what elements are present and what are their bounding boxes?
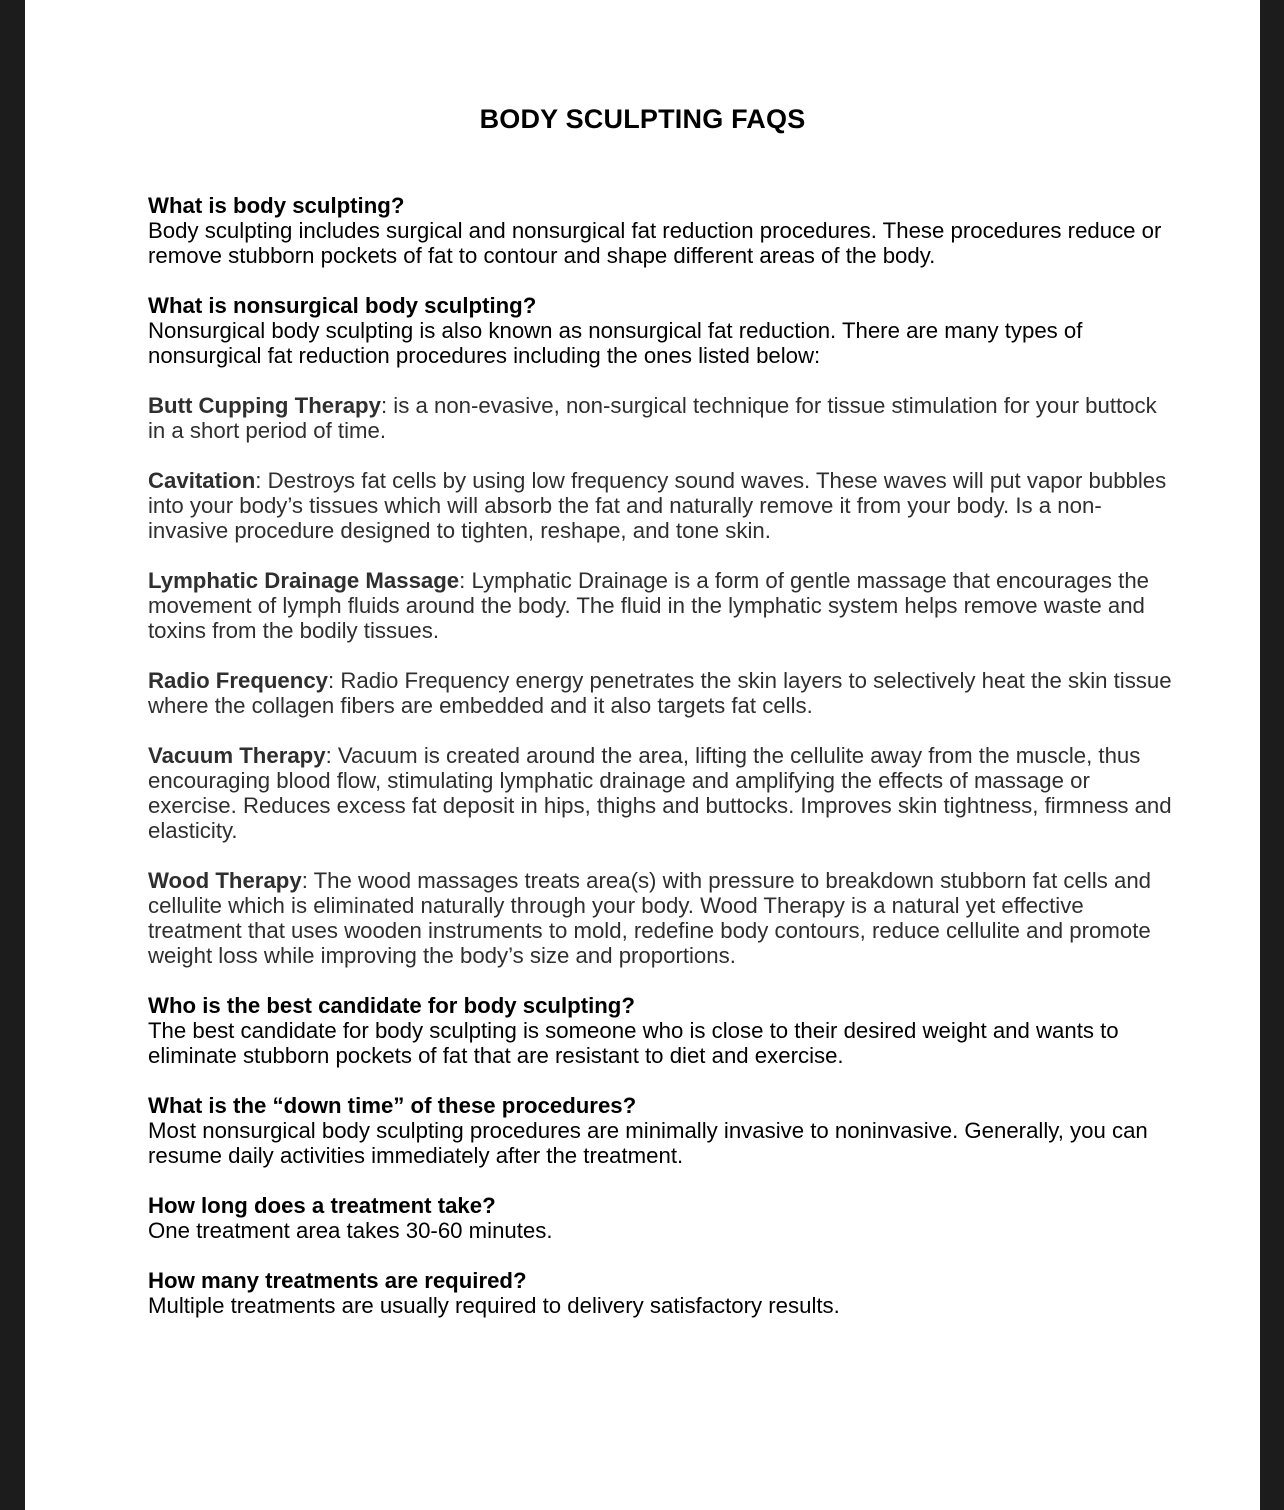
document-page	[25, 0, 1260, 1510]
faq-answer: Most nonsurgical body sculpting procedures are minimally invasive to noninvasive. Generally, you can resume daily activities immediately after the treatment.	[148, 1118, 1148, 1168]
treatment-description: : Lymphatic Drainage is a form of gentle massage that encourages the movement of lymph fluids around the body. The fluid in the lymphatic system helps remove waste and toxins from the bodily tissues.	[148, 568, 1149, 643]
treatment-cavitation	[148, 468, 1178, 543]
treatment-description: : Radio Frequency energy penetrates the skin layers to selectively heat the skin tissue where the collagen fibers are embedded and it also targets fat cells.	[148, 668, 1172, 718]
faq-question: How long does a treatment take?	[148, 1193, 496, 1218]
treatment-description: : is a non-evasive, non-surgical technique for tissue stimulation for your buttock in a short period of time.	[148, 393, 1157, 443]
faq-item-treatment-length	[148, 1193, 1178, 1243]
treatment-description: : Vacuum is created around the area, lifting the cellulite away from the muscle, thus encouraging blood flow, stimulating lymphatic drainage and amplifying the effects of massage or exercise. Reduces excess fat deposit in hips, thighs and buttocks. Improves skin tightness, firmness and elasticity.	[148, 743, 1172, 843]
faq-question: What is nonsurgical body sculpting?	[148, 293, 537, 318]
page-title: BODY SCULPTING FAQS	[479, 104, 806, 134]
faq-question: How many treatments are required?	[148, 1268, 527, 1293]
faq-item-best-candidate	[148, 993, 1178, 1068]
faq-answer: One treatment area takes 30-60 minutes.	[148, 1218, 553, 1243]
faq-question: What is the “down time” of these procedures?	[148, 1093, 637, 1118]
faq-answer: Body sculpting includes surgical and nonsurgical fat reduction procedures. These procedures reduce or remove stubborn pockets of fat to contour and shape different areas of the body.	[148, 218, 1162, 268]
faq-item-down-time	[148, 1093, 1178, 1168]
treatment-butt-cupping	[148, 393, 1178, 443]
faq-item-what-is-body-sculpting	[148, 193, 1178, 268]
treatment-radio-frequency	[148, 668, 1178, 718]
faq-content	[148, 193, 1178, 1343]
treatment-description: : Destroys fat cells by using low frequency sound waves. These waves will put vapor bubbles into your body’s tissues which will absorb the fat and naturally remove it from your body. Is a non- invasive procedure designed to tighten, reshape, and tone skin.	[148, 468, 1167, 543]
faq-item-treatments-required	[148, 1268, 1178, 1318]
treatment-term: Lymphatic Drainage Massage	[148, 568, 460, 593]
faq-item-nonsurgical	[148, 293, 1178, 368]
treatment-wood-therapy	[148, 868, 1178, 968]
treatment-vacuum-therapy	[148, 743, 1178, 843]
treatment-term: Vacuum Therapy	[148, 743, 326, 768]
treatment-term: Wood Therapy	[148, 868, 302, 893]
treatment-term: Butt Cupping Therapy	[148, 393, 381, 418]
treatment-description: : The wood massages treats area(s) with pressure to breakdown stubborn fat cells and cellulite which is eliminated naturally through your body. Wood Therapy is a natural yet effective treatment that uses wooden instruments to mold, redefine body contours, reduce cellulite and promote weight loss while improving the body’s size and proportions.	[148, 868, 1151, 968]
faq-answer: Nonsurgical body sculpting is also known as nonsurgical fat reduction. There are many types of nonsurgical fat reduction procedures including the ones listed below:	[148, 318, 1083, 368]
faq-question: Who is the best candidate for body sculpting?	[148, 993, 635, 1018]
faq-question: What is body sculpting?	[148, 193, 405, 218]
faq-answer: Multiple treatments are usually required to delivery satisfactory results.	[148, 1293, 840, 1318]
treatment-term: Radio Frequency	[148, 668, 329, 693]
treatment-lymphatic-drainage	[148, 568, 1178, 643]
treatment-term: Cavitation	[148, 468, 256, 493]
faq-answer: The best candidate for body sculpting is someone who is close to their desired weight and wants to eliminate stubborn pockets of fat that are resistant to diet and exercise.	[148, 1018, 1119, 1068]
